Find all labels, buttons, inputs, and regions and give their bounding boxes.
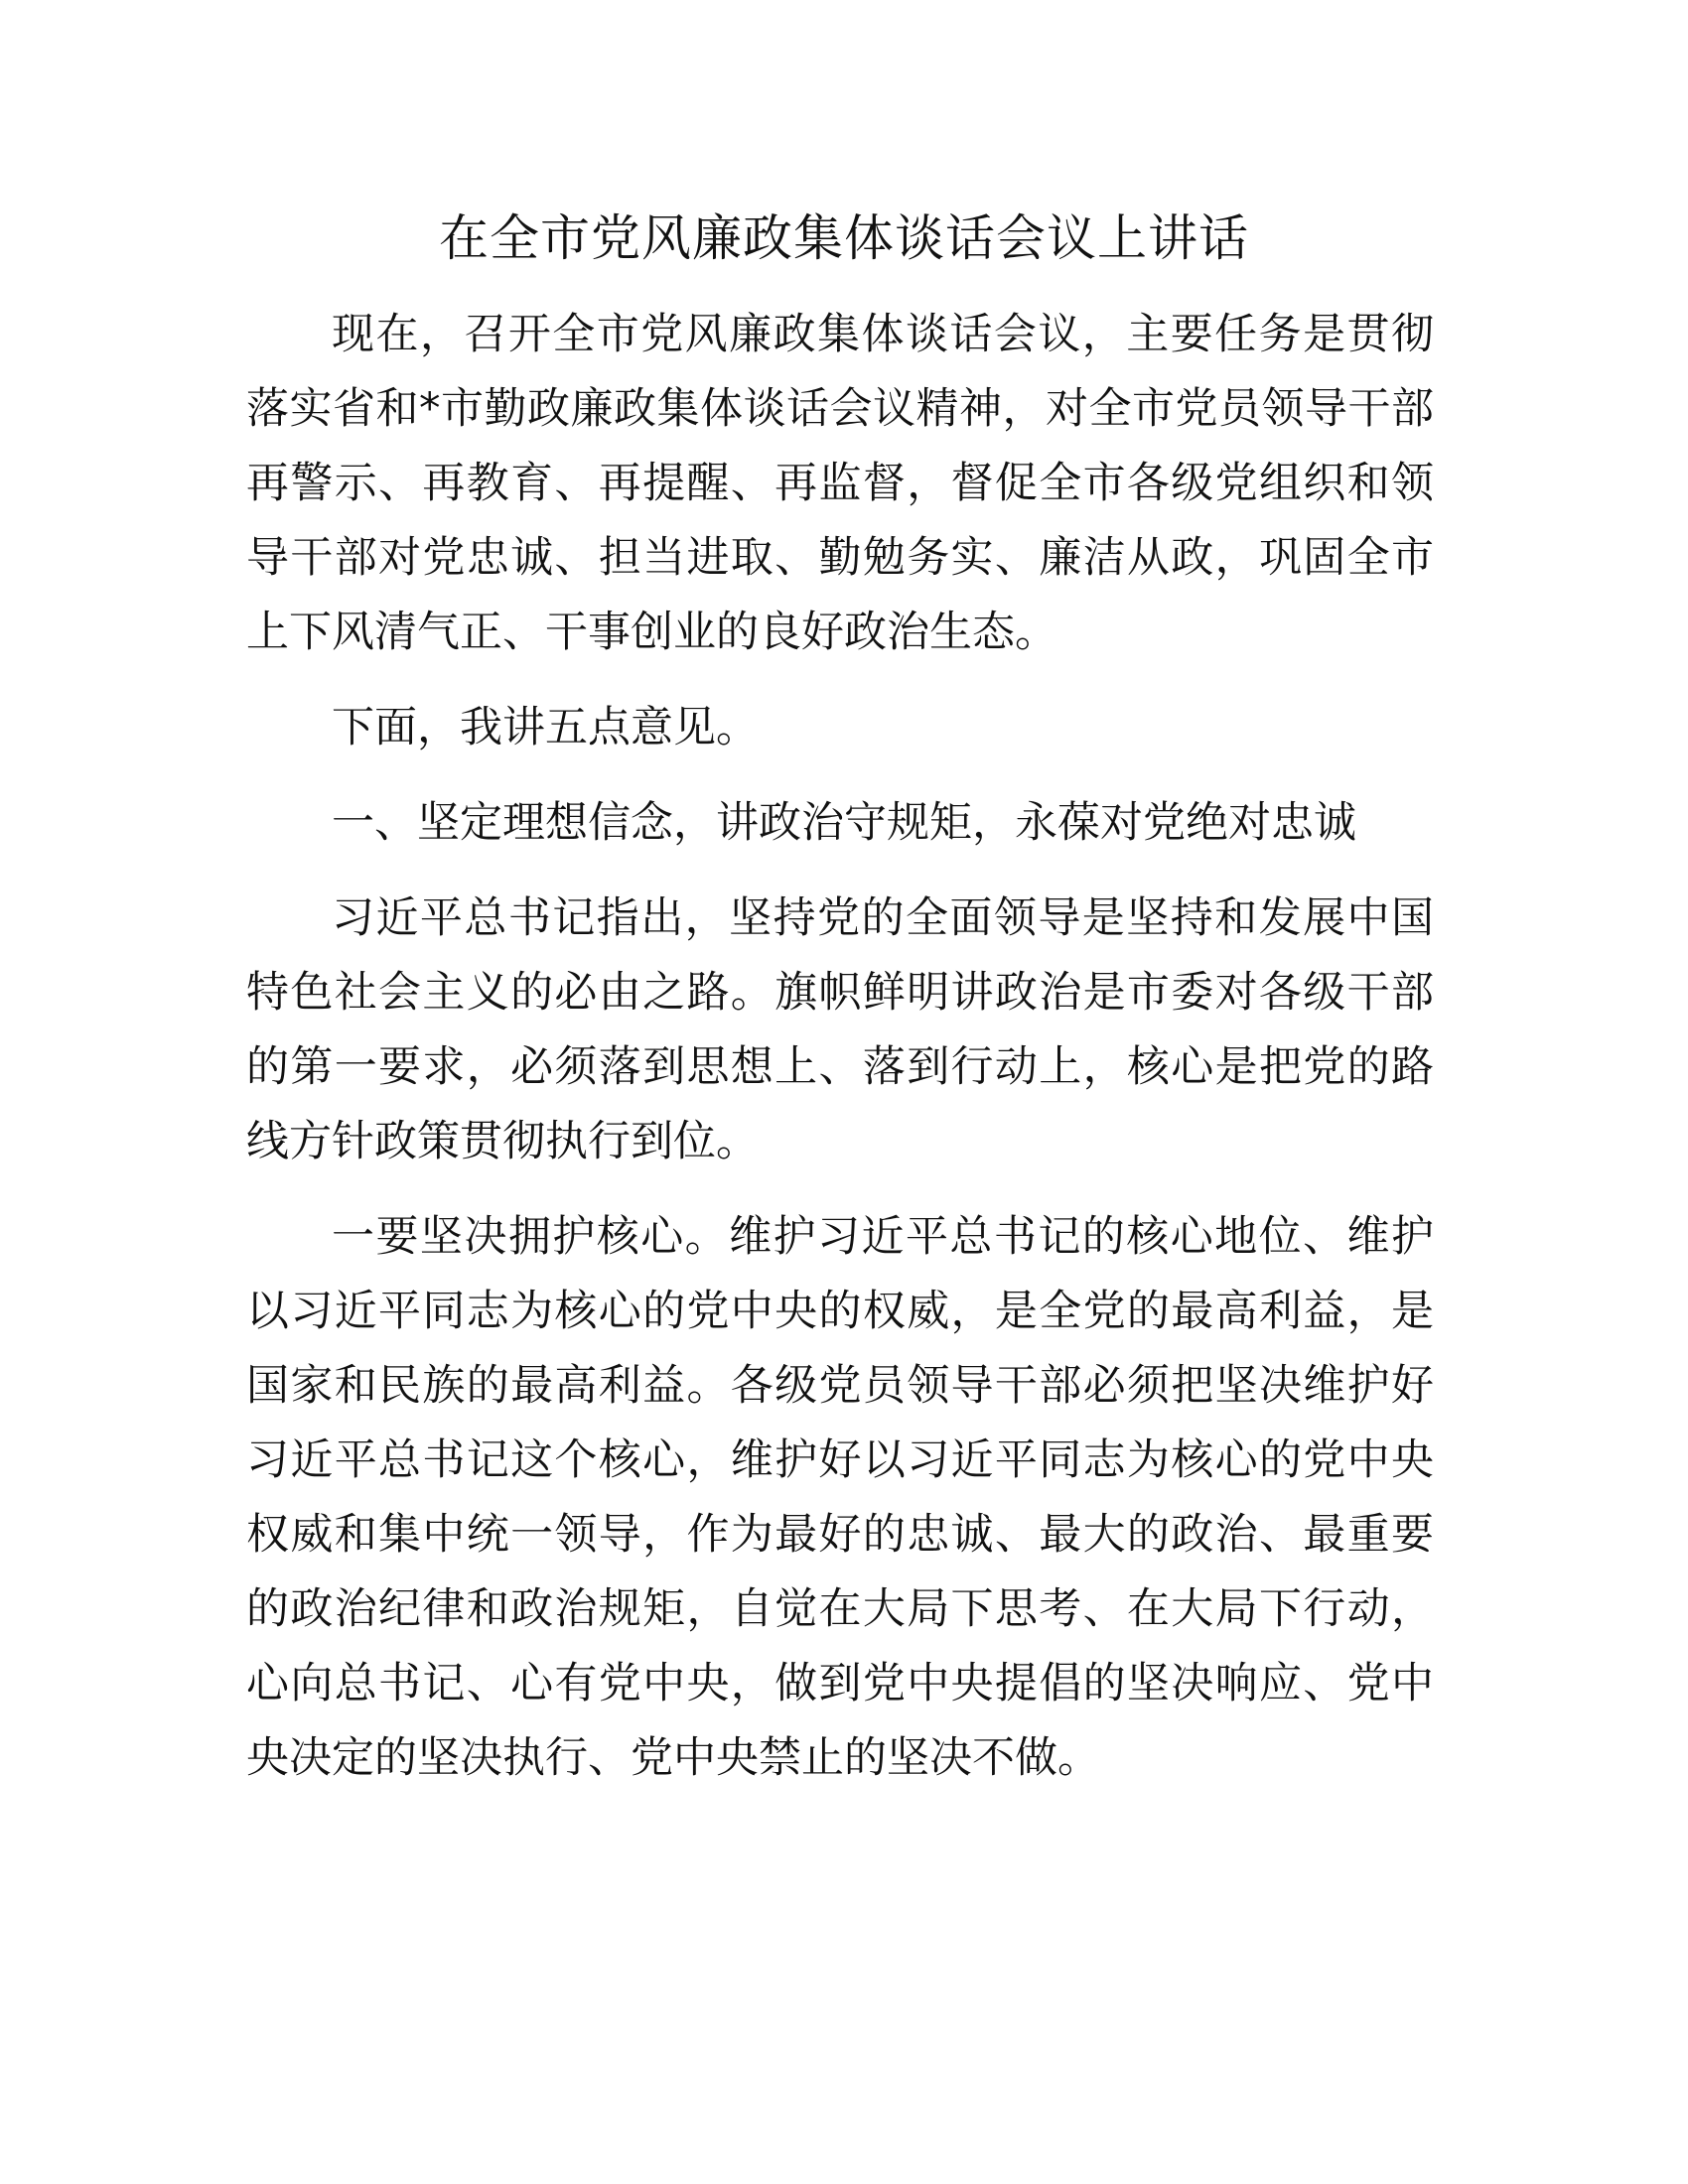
paragraph-support-core: 一要坚决拥护核心。维护习近平总书记的核心地位、维护以习近平同志为核心的党中央的权威，是全党的最高利益，是国家和民族的最高利益。各级党员领导干部必须把坚决维护好习近平总书记这个核心，维护好以习近平同志为核心的党中央权威和集中统一领导，作为最好的忠诚、最大的政治、最重要的政治纪律和政治规矩，自觉在大局下思考、在大局下行动，心向总书记、心有党中央，做到党中央提倡的坚决响应、党中央决定的坚决执行、党中央禁止的坚决不做。 — [246, 1212, 1434, 1783]
document-body — [246, 298, 1434, 1817]
document-title: 在全市党风廉政集体谈话会议上讲话 — [439, 209, 1249, 267]
section-heading-one: 一、坚定理想信念，讲政治守规矩，永葆对党绝对忠诚 — [332, 798, 1356, 848]
paragraph-intro: 现在，召开全市党风廉政集体谈话会议，主要任务是贯彻落实省和*市勤政廉政集体谈话会议精神，对全市党员领导干部再警示、再教育、再提醒、再监督，督促全市各级党组织和领导干部对党忠诚、担当进取、勤勉务实、廉洁从政，巩固全市上下风清气正、干事创业的良好政治生态。 — [246, 310, 1434, 657]
paragraph-outline: 下面，我讲五点意见。 — [332, 703, 759, 752]
paragraph-section-one-intro: 习近平总书记指出，坚持党的全面领导是坚持和发展中国特色社会主义的必由之路。旗帜鲜明讲政治是市委对各级干部的第一要求，必须落到思想上、落到行动上，核心是把党的路线方针政策贯彻执行到位。 — [246, 893, 1434, 1166]
